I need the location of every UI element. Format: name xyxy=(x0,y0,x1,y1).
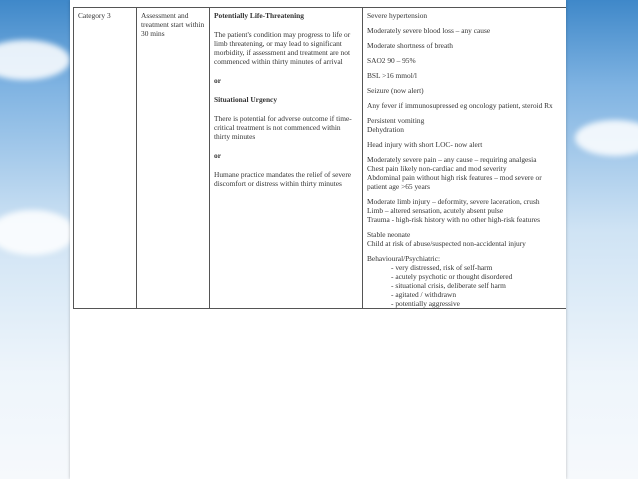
example-group xyxy=(367,197,563,224)
example-item: Persistent vomiting xyxy=(367,116,425,125)
example-group xyxy=(367,155,563,191)
table-row xyxy=(74,8,567,309)
behavioural-item: - very distressed, risk of self-harm xyxy=(391,263,563,272)
category-label: Category 3 xyxy=(78,11,111,20)
cloud-decoration xyxy=(0,210,75,255)
example-item: Moderately severe pain – any cause – requiring analgesia xyxy=(367,155,537,164)
behavioural-item: - acutely psychotic or thought disordered xyxy=(391,272,563,281)
example-item: Limb – altered sensation, acutely absent pulse xyxy=(367,206,504,215)
example-group xyxy=(367,230,563,248)
example-item: Moderately severe blood loss – any cause xyxy=(367,26,491,35)
heading-situational-urgency: Situational Urgency xyxy=(214,95,278,104)
behavioural-item: - agitated / withdrawn xyxy=(391,290,563,299)
timeframe-cell xyxy=(137,8,210,309)
or-label: or xyxy=(214,151,221,160)
example-item: Severe hypertension xyxy=(367,11,428,20)
triage-table xyxy=(73,7,566,309)
cloud-decoration xyxy=(0,40,70,80)
example-item: Child at risk of abuse/suspected non-accidental injury xyxy=(367,239,526,248)
example-item: SAO2 90 – 95% xyxy=(367,56,416,65)
example-item: Moderate limb injury – deformity, severe laceration, crush xyxy=(367,197,540,206)
cloud-decoration xyxy=(575,120,638,156)
example-item: Trauma - high-risk history with no other high-risk features xyxy=(367,215,540,224)
desc-paragraph-1: The patient's condition may progress to life or limb threatening, or may lead to significant morbidity, if assessment and treatment are not commenced within thirty minutes of arrival xyxy=(214,30,351,66)
desc-paragraph-3: Humane practice mandates the relief of severe discomfort or distress within thirty minutes xyxy=(214,170,352,188)
example-item: Seizure (now alert) xyxy=(367,86,424,95)
example-item: Any fever if immunosupressed eg oncology patient, steroid Rx xyxy=(367,101,553,110)
examples-cell xyxy=(363,8,567,309)
example-item: Chest pain likely non-cardiac and mod severity xyxy=(367,164,507,173)
example-item: Dehydration xyxy=(367,125,404,134)
desc-paragraph-2: There is potential for adverse outcome if time-critical treatment is not commenced within thirty minutes xyxy=(214,114,352,141)
document-page xyxy=(70,0,566,479)
example-item: Moderate shortness of breath xyxy=(367,41,453,50)
timeframe-text: Assessment and treatment start within 30 mins xyxy=(141,11,205,38)
behavioural-list xyxy=(367,263,563,308)
example-item: Stable neonate xyxy=(367,230,411,239)
heading-life-threatening: Potentially Life-Threatening xyxy=(214,11,304,20)
example-item: Behavioural/Psychiatric: xyxy=(367,254,441,263)
example-item: BSL >16 mmol/l xyxy=(367,71,417,80)
or-label: or xyxy=(214,76,221,85)
example-group xyxy=(367,116,563,134)
description-cell xyxy=(210,8,363,309)
category-cell xyxy=(74,8,137,309)
example-item: Head injury with short LOC- now alert xyxy=(367,140,483,149)
example-item: Abdominal pain without high risk features – mod severe or patient age >65 years xyxy=(367,173,542,191)
behavioural-item: - potentially aggressive xyxy=(391,299,563,308)
behavioural-item: - situational crisis, deliberate self harm xyxy=(391,281,563,290)
